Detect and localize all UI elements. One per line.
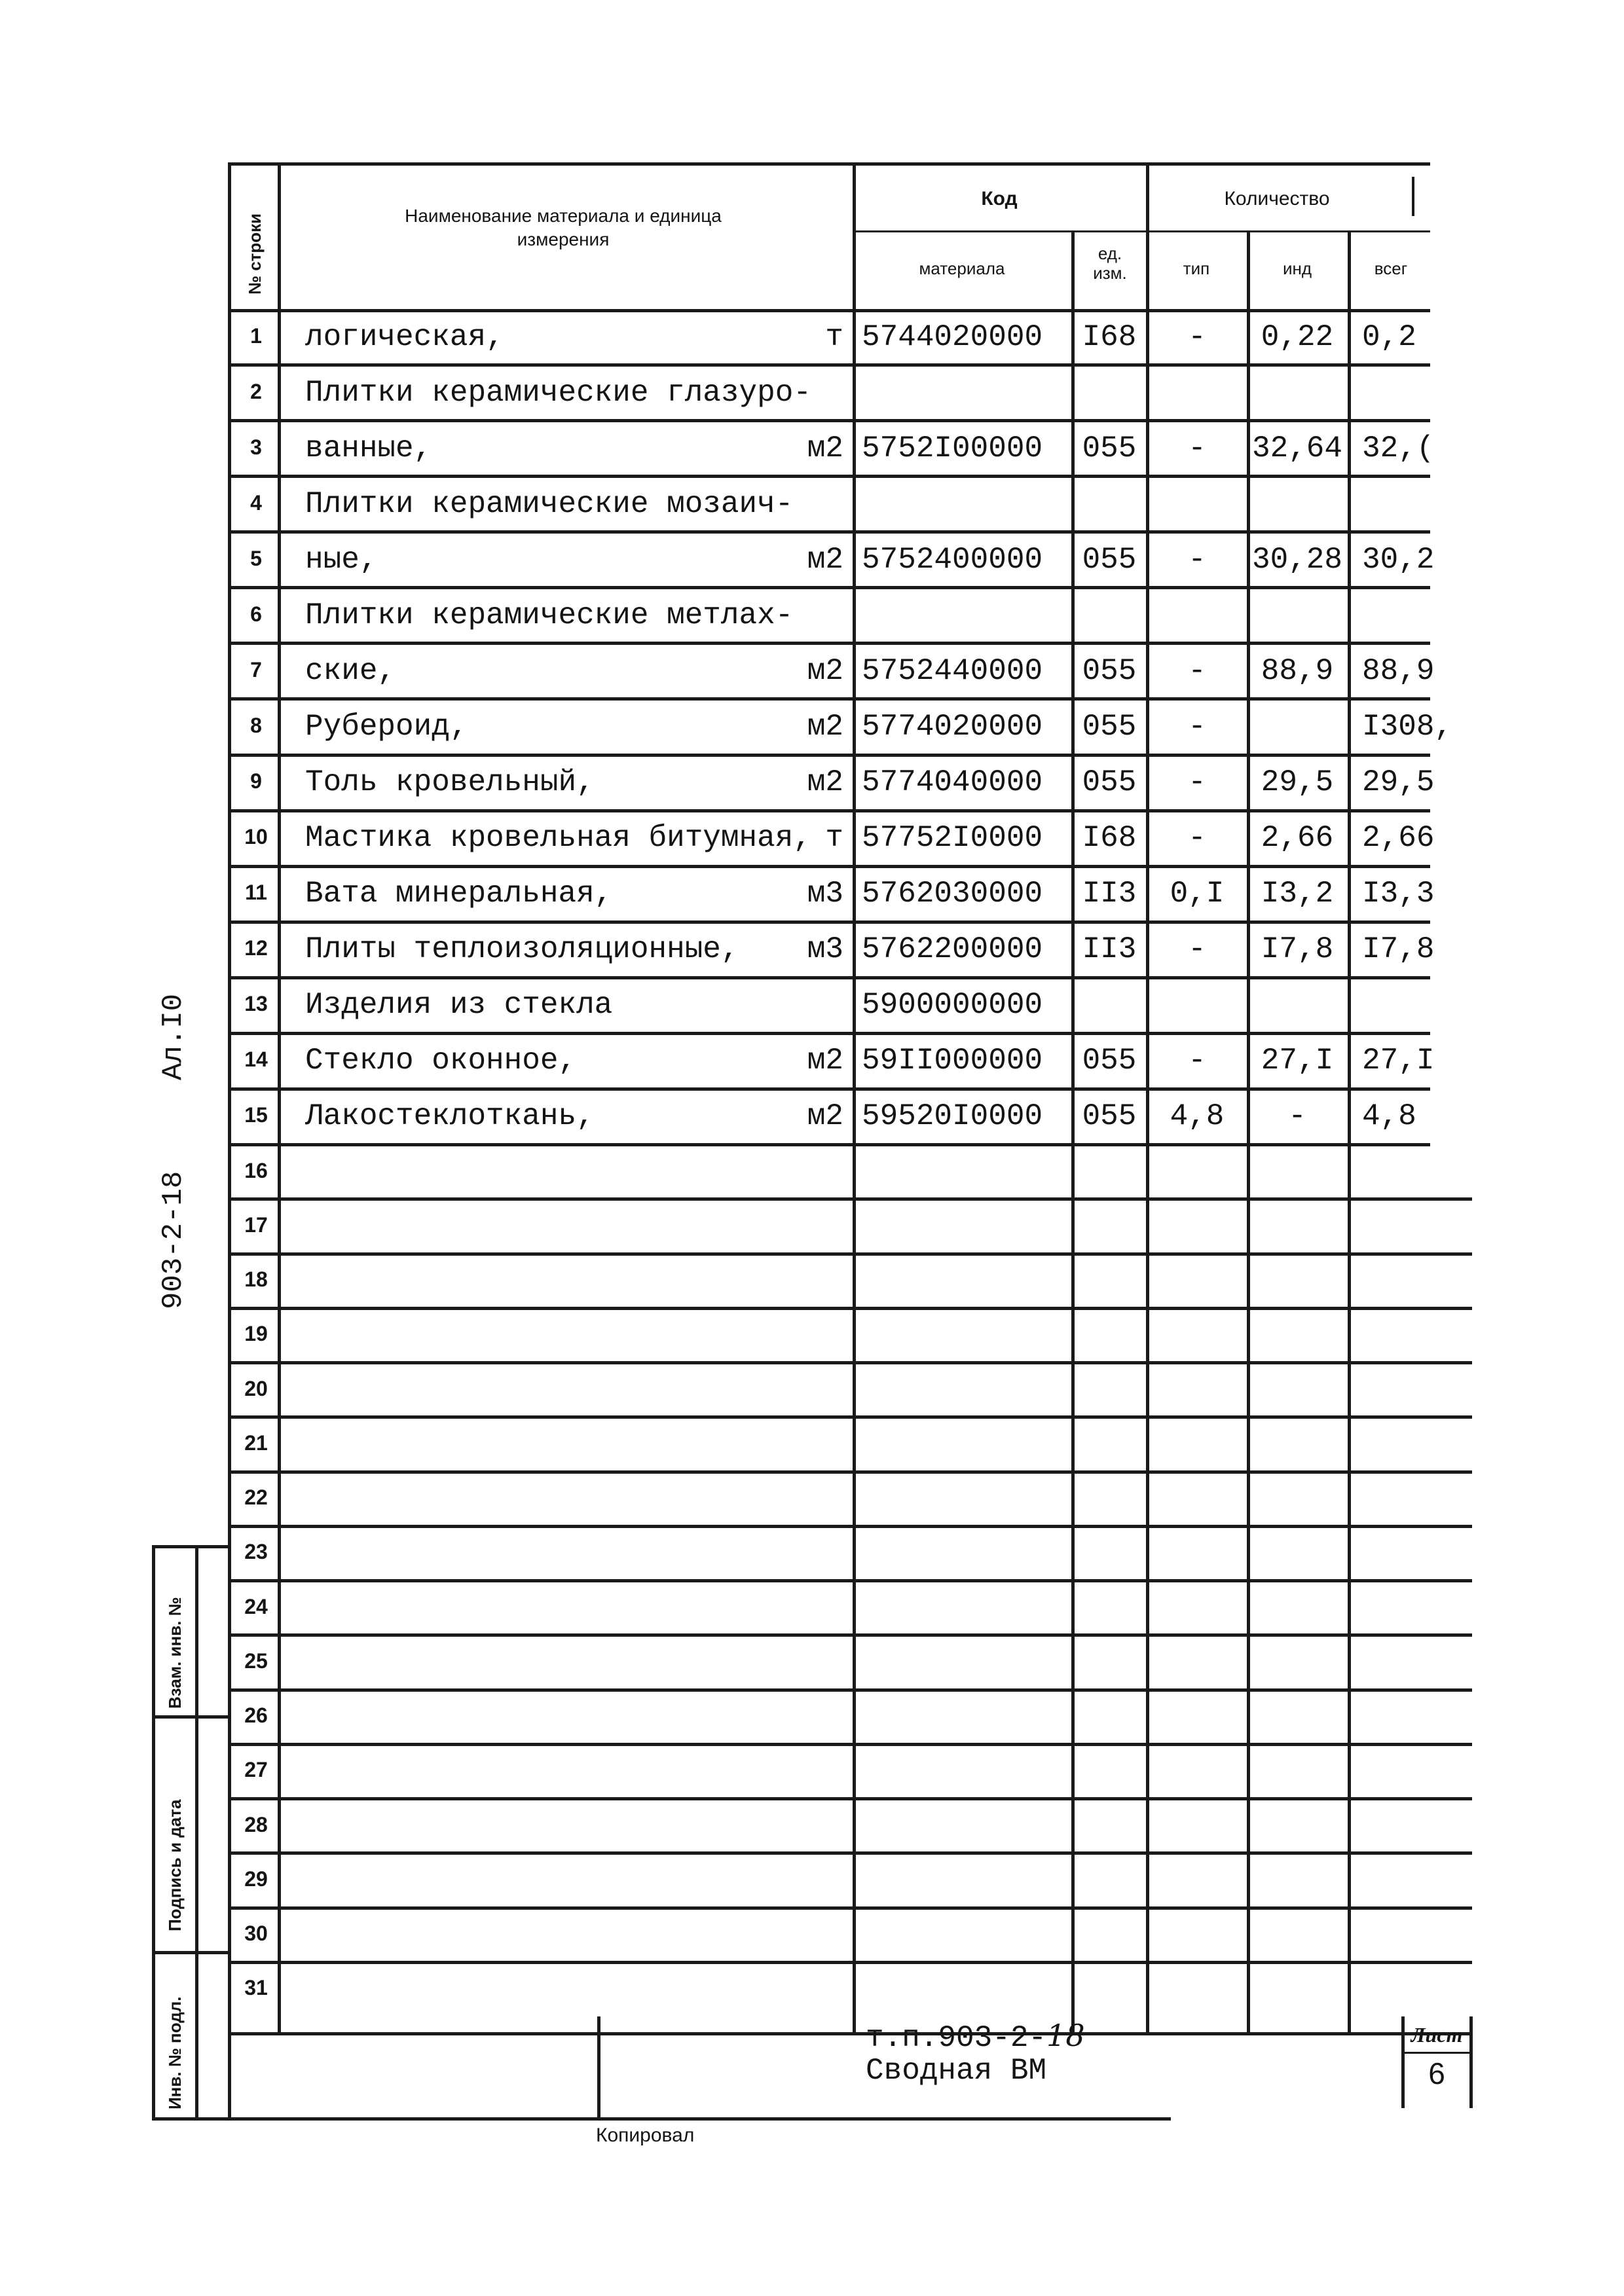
qty-ind: 2,66: [1261, 821, 1334, 856]
row-number: 20: [244, 1376, 268, 1400]
row-separator: [228, 809, 1430, 812]
qty-total: I3,3: [1362, 877, 1435, 911]
material-name: Плиты теплоизоляционные,: [305, 932, 739, 967]
material-code: 5774020000: [862, 710, 1043, 744]
row-separator: [228, 1633, 1472, 1637]
sheet-label: Лист: [1411, 2023, 1463, 2047]
material-name: логическая,: [305, 319, 504, 354]
row-number: 19: [244, 1322, 268, 1346]
row-separator: [228, 1032, 1430, 1035]
row-number: 14: [244, 1048, 268, 1072]
row-number: 28: [244, 1812, 268, 1836]
unit-code: 055: [1082, 431, 1137, 465]
material-name: Толь кровельный,: [305, 765, 595, 800]
row-separator: [228, 1361, 1472, 1364]
qty-total: 32,(: [1362, 431, 1435, 465]
material-unit: т: [825, 821, 843, 856]
row-separator: [228, 642, 1430, 645]
row-separator: [228, 363, 1430, 367]
sheet-number: 6: [1428, 2056, 1445, 2090]
qty-type: -: [1188, 821, 1206, 856]
material-code: 5762030000: [862, 877, 1043, 911]
material-code: 5744020000: [862, 319, 1043, 354]
row-separator: [228, 1197, 1472, 1201]
material-name: Лакостеклоткань,: [305, 1099, 595, 1134]
material-code: 59II000000: [862, 1044, 1043, 1078]
qty-type: -: [1188, 542, 1206, 577]
qty-total: 30,2: [1362, 542, 1435, 577]
unit-code: II3: [1082, 932, 1137, 967]
row-number: 7: [250, 657, 262, 682]
row-number: 30: [244, 1922, 268, 1946]
row-number: 25: [244, 1649, 268, 1673]
material-code: 5762200000: [862, 932, 1043, 967]
row-number: 21: [244, 1430, 268, 1455]
row-number: 5: [250, 546, 262, 570]
material-code: 5752440000: [862, 653, 1043, 688]
material-unit: м3: [807, 932, 843, 967]
unit-code: 055: [1082, 1044, 1137, 1078]
qty-ind: 30,28: [1251, 542, 1343, 577]
qty-total-header: всег: [1374, 259, 1408, 278]
row-separator: [228, 1143, 1430, 1146]
qty-ind: 88,9: [1261, 653, 1334, 688]
row-separator: [228, 754, 1430, 757]
qty-total: 0,2: [1362, 319, 1416, 354]
row-number: 8: [250, 714, 262, 737]
row-number: 31: [244, 1976, 268, 2000]
unit-code: 055: [1082, 542, 1137, 577]
material-unit: м2: [807, 542, 843, 577]
row-separator: [228, 1688, 1472, 1692]
material-name: Стекло оконное,: [305, 1044, 577, 1078]
qty-type-header: тип: [1183, 259, 1210, 278]
material-code: 59520I0000: [862, 1099, 1043, 1134]
material-unit: т: [825, 319, 843, 354]
row-number-header: № строки: [245, 213, 265, 295]
material-name: Изделия из стекла: [305, 988, 613, 1023]
material-name: Плитки керамические глазуро-: [305, 375, 811, 410]
row-number: 18: [244, 1267, 268, 1292]
row-number: 12: [244, 936, 268, 960]
material-unit: м2: [807, 1099, 843, 1134]
row-separator: [228, 1415, 1472, 1419]
row-separator: [228, 586, 1430, 589]
qty-ind: 27,I: [1261, 1044, 1334, 1078]
podpis-data-label: Подпись и дата: [165, 1799, 185, 1931]
qty-type: -: [1188, 653, 1206, 688]
qty-total: 2,66: [1362, 821, 1435, 856]
material-unit: м3: [807, 877, 843, 911]
material-unit: м2: [807, 1044, 843, 1078]
unit-code: 055: [1082, 765, 1137, 800]
material-name: Рубероид,: [305, 710, 468, 744]
designation: т.п.903-2-18: [866, 2018, 1085, 2055]
inv-podl-label: Инв. № подл.: [165, 1996, 185, 2109]
row-number: 10: [244, 825, 268, 849]
material-name: ские,: [305, 653, 396, 688]
material-code: 5752I00000: [862, 431, 1043, 465]
material-name: Мастика кровельная битумная,: [305, 821, 811, 856]
qty-ind: 32,64: [1251, 431, 1343, 465]
row-number: 2: [250, 379, 262, 403]
row-number: 29: [244, 1867, 268, 1891]
qty-total: 29,5: [1362, 765, 1435, 800]
row-number: 23: [244, 1540, 268, 1564]
material-code-header: материала: [919, 259, 1005, 278]
code-header: Код: [981, 188, 1018, 210]
row-number: 22: [244, 1485, 268, 1510]
qty-total: I308,: [1362, 710, 1453, 744]
row-separator: [228, 1797, 1472, 1800]
qty-total: 88,9: [1362, 653, 1435, 688]
doc-number-side: 903-2-18: [157, 1171, 190, 1309]
unit-code: 055: [1082, 653, 1137, 688]
qty-type: -: [1188, 932, 1206, 967]
material-name: ные,: [305, 542, 378, 577]
row-separator: [228, 1307, 1472, 1310]
row-separator: [228, 1579, 1472, 1582]
designation-handwritten: 18: [1046, 2018, 1085, 2053]
row-number: 16: [244, 1158, 268, 1182]
material-name: Плитки керамические метлах-: [305, 598, 794, 632]
quantity-header: Количество: [1224, 188, 1330, 210]
row-separator: [228, 865, 1430, 868]
qty-total: 4,8: [1362, 1099, 1416, 1134]
qty-type: 0,I: [1170, 877, 1225, 911]
row-separator: [228, 697, 1430, 701]
material-name: ванные,: [305, 431, 432, 465]
qty-ind: 29,5: [1261, 765, 1334, 800]
qty-type: -: [1188, 710, 1206, 744]
row-number: 1: [250, 323, 262, 348]
material-code: 57752I0000: [862, 821, 1043, 856]
row-number: 17: [244, 1212, 268, 1237]
row-separator: [228, 530, 1430, 534]
row-separator: [228, 419, 1430, 422]
material-name: Вата минеральная,: [305, 877, 613, 911]
unit-code-header: ед. изм.: [1093, 244, 1127, 283]
material-code: 5752400000: [862, 542, 1043, 577]
qty-ind: 0,22: [1261, 319, 1334, 354]
row-separator: [228, 1525, 1472, 1528]
row-number: 15: [244, 1103, 268, 1127]
row-number: 11: [245, 881, 267, 905]
row-number: 4: [250, 490, 262, 515]
unit-code: 055: [1082, 710, 1137, 744]
material-unit: м2: [807, 765, 843, 800]
unit-code: I68: [1082, 319, 1137, 354]
material-unit: м2: [807, 653, 843, 688]
name-header: Наименование материала и единица измерения: [405, 206, 722, 249]
copied-label: Копировал: [596, 2124, 695, 2146]
qty-type: -: [1188, 319, 1206, 354]
material-unit: м2: [807, 710, 843, 744]
unit-code: I68: [1082, 821, 1137, 856]
qty-ind-header: инд: [1282, 259, 1312, 278]
row-separator: [228, 475, 1430, 478]
qty-type: -: [1188, 765, 1206, 800]
row-separator: [228, 1961, 1472, 1964]
material-unit: м2: [807, 431, 843, 465]
unit-code: 055: [1082, 1099, 1137, 1134]
qty-total: 27,I: [1362, 1044, 1435, 1078]
unit-code: II3: [1082, 877, 1137, 911]
material-code: 5900000000: [862, 988, 1043, 1023]
material-name: Плитки керамические мозаич-: [305, 486, 794, 521]
row-number: 27: [244, 1758, 268, 1782]
qty-ind: -: [1288, 1099, 1306, 1134]
row-number: 13: [244, 992, 268, 1016]
row-number: 26: [244, 1704, 268, 1728]
row-separator: [228, 1743, 1472, 1746]
sheet-ref-side: Ал.I0: [157, 993, 190, 1080]
qty-ind: I7,8: [1261, 932, 1334, 967]
row-separator: [228, 1087, 1430, 1091]
qty-type: -: [1188, 1044, 1206, 1078]
row-separator: [228, 920, 1430, 924]
qty-type: 4,8: [1170, 1099, 1225, 1134]
row-number: 3: [250, 435, 262, 459]
vzam-inv-label: Взам. инв. №: [165, 1597, 185, 1709]
material-code: 5774040000: [862, 765, 1043, 800]
row-separator: [228, 1252, 1472, 1256]
row-number: 9: [250, 769, 262, 793]
document-title: Сводная ВМ: [866, 2054, 1047, 2088]
qty-ind: I3,2: [1261, 877, 1334, 911]
qty-total: I7,8: [1362, 932, 1435, 967]
row-separator: [228, 976, 1430, 979]
row-separator: [228, 1851, 1472, 1855]
row-separator: [228, 1906, 1472, 1910]
row-number: 6: [250, 602, 262, 626]
qty-type: -: [1188, 431, 1206, 465]
row-separator: [228, 1470, 1472, 1474]
row-number: 24: [244, 1594, 268, 1618]
